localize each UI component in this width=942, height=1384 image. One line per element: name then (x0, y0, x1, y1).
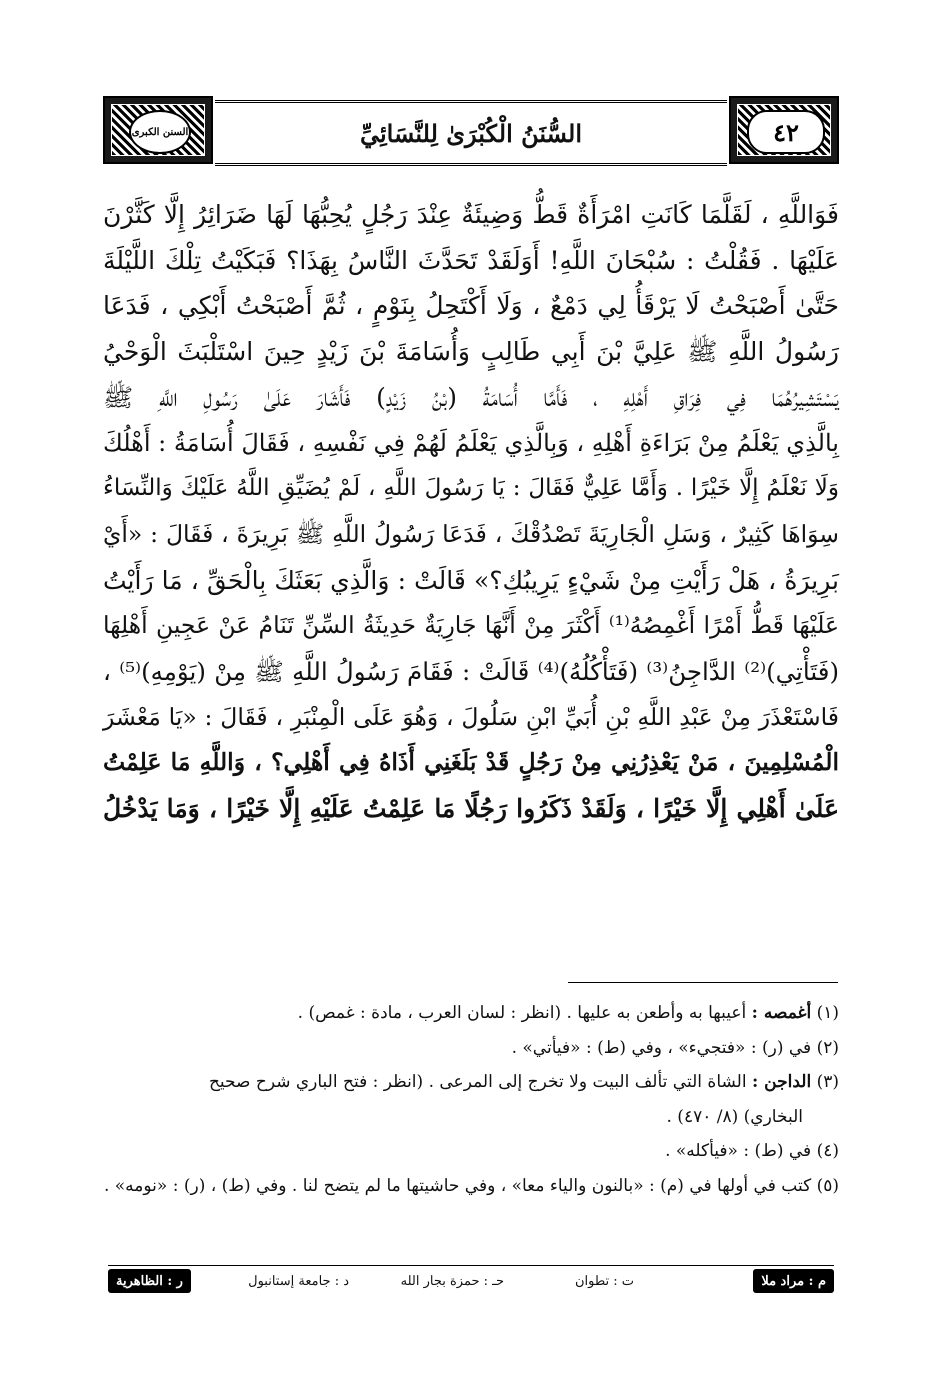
text-line: (فَتَأْتِي)⁽²⁾ الدَّاجِنُ⁽³⁾ (فَتَأْكُلُهُ)⁽⁴⁾ قَالَتْ : فَقَامَ رَسُولُ اللَّهِ ﷺ مِنْ (يَوْمِهِ)⁽⁵⁾ ، (103, 657, 840, 687)
source-label: ر : الظاهرية (108, 1269, 191, 1293)
header-title-frame (215, 100, 727, 166)
footnote-divider (568, 982, 838, 983)
book-title: السُّنَنُ الْكُبْرَىٰ لِلنَّسَائِيِّ (359, 118, 583, 148)
page-number: ٤٢ (747, 110, 825, 154)
text-line: وَلَا نَعْلَمُ إِلَّا خَيْرًا . وَأَمَّا عَلِيٌّ فَقَالَ : يَا رَسُولَ اللَّهِ ، لَمْ يُضَيِّقِ اللَّهُ عَلَيْكَ وَالنِّسَاءُ (103, 475, 839, 502)
footnote-term: أغمصه : (751, 1003, 812, 1023)
footnote-marker: (١) (816, 1003, 839, 1023)
footnote-term: الداجن : (751, 1072, 812, 1092)
footnote-text: أعيبها به وأطعن به عليها . (انظر : لسان العرب ، مادة : غمص) . (297, 1003, 747, 1023)
text-line: سِوَاهَا كَثِيرٌ ، وَسَلِ الْجَارِيَةَ تَصْدُقْكَ ، فَدَعَا رَسُولُ اللَّهِ ﷺ بَرِيرَةَ ، فَقَالَ : «أَيْ (103, 519, 839, 548)
ornament-page-number-frame (729, 96, 839, 164)
footnote (103, 1169, 839, 1204)
book-emblem: السنن الكبرى (129, 110, 191, 154)
footnote-marker: (٤) (816, 1141, 839, 1161)
footnote (103, 996, 839, 1031)
footnote-text: الشاة التي تألف البيت ولا تخرج إلى المرعى . (انظر : فتح الباري شرح صحيح (208, 1072, 747, 1092)
text-line: فَوَاللَّهِ ، لَقَلَّمَا كَانَتِ امْرَأَةٌ قَطُّ وَضِيئَةٌ عِنْدَ رَجُلٍ يُحِبُّهَا لَهَا ضَرَائِرُ إِلَّا كَثَّرْنَ (103, 200, 839, 229)
text-line: فَاسْتَعْذَرَ مِنْ عَبْدِ اللَّهِ بْنِ أُبَيِّ ابْنِ سَلُولَ ، وَهُوَ عَلَى الْمِنْبَرِ ، فَقَالَ : «يَا مَعْشَرَ (103, 702, 839, 731)
text-line-hadith: عَلَىٰ أَهْلِي إِلَّا خَيْرًا ، وَلَقَدْ ذَكَرُوا رَجُلًا مَا عَلِمْتُ عَلَيْهِ إِلَّا خَيْرًا ، وَمَا يَدْخُلُ (103, 794, 839, 824)
text-line: رَسُولُ اللَّهِ ﷺ عَلِيَّ بْنَ أَبِي طَالِبٍ وَأُسَامَةَ بْنَ زَيْدٍ حِينَ اسْتَلْبَثَ الْوَحْيُ (103, 337, 839, 367)
footnote-text: البخاري) (٨/ ٤٧٠) . (666, 1106, 803, 1127)
footnotes (103, 996, 839, 1203)
footnote-text: كتب في أولها في (م) : «بالنون والياء معا» ، وفي حاشيتها ما لم يتضح لنا . وفي (ط) ، (ر) : «نومه» . (103, 1175, 812, 1196)
text-line: يَسْتَشِيرُهُمَا فِي فِرَاقِ أَهْلِهِ ، فَأَمَّا أُسَامَةُ (بْنُ زَيْدٍ) فَأَشَارَ عَلَىٰ رَسُولِ اللَّهِ ﷺ (103, 382, 839, 412)
footnote-marker: (٣) (816, 1072, 839, 1092)
footnote (103, 1031, 839, 1066)
source-label: ت : تطوان (574, 1273, 634, 1289)
text-line: عَلَيْهَا قَطُّ أَمْرًا أَغْمِصُهُ⁽¹⁾ أَكْثَرَ مِنْ أَنَّهَا جَارِيَةٌ حَدِيثَةُ السِّنِّ تَنَامُ عَنْ عَجِينِ أَهْلِهَا (103, 611, 839, 640)
source-label: د : جامعة إستانبول (248, 1273, 349, 1289)
footnote (103, 1065, 839, 1100)
footnote-continuation (103, 1100, 839, 1135)
text-line: حَتَّىٰ أَصْبَحْتُ لَا يَرْقَأُ لِي دَمْعٌ ، وَلَا أَكْتَحِلُ بِنَوْمٍ ، ثُمَّ أَصْبَحْتُ أَبْكِي ، فَدَعَا (103, 291, 839, 321)
text-line: بِالَّذِي يَعْلَمُ مِنْ بَرَاءَةِ أَهْلِهِ ، وَبِالَّذِي يَعْلَمُ لَهُمْ فِي نَفْسِهِ ، فَقَالَ أُسَامَةُ : أَهْلُكَ (103, 428, 839, 457)
main-text (103, 192, 839, 832)
ornament-emblem-left (103, 96, 213, 164)
footnote-marker: (٢) (816, 1037, 839, 1058)
page-header (103, 96, 839, 164)
footnote (103, 1134, 839, 1169)
footnote-marker: (٥) (816, 1175, 839, 1196)
text-line: عَلَيْهَا . فَقُلْتُ : سُبْحَانَ اللَّهِ! أَوَلَقَدْ تَحَدَّثَ النَّاسُ بِهَذَا؟ فَبَكَيْتُ تِلْكَ اللَّيْلَةَ (103, 245, 839, 275)
text-line: بَرِيرَةُ ، هَلْ رَأَيْتِ مِنْ شَيْءٍ يَرِيبُكِ؟» قَالَتْ : وَالَّذِي بَعَثَكَ بِالْحَقِّ ، مَا رَأَيْتُ (103, 565, 839, 595)
manuscript-sources-bar (108, 1265, 834, 1295)
text-line-hadith: الْمُسْلِمِينَ ، مَنْ يَعْذِرُنِي مِنْ رَجُلٍ قَدْ بَلَغَنِي أَذَاهُ فِي أَهْلِي؟ ، وَاللَّهِ مَا عَلِمْتُ (103, 748, 839, 777)
footnote-text: في (ر) : «فتجيء» ، وفي (ط) : «فيأتي» . (511, 1037, 812, 1058)
source-label: م : مراد ملا (753, 1269, 834, 1293)
footnote-text: في (ط) : «فيأكله» . (665, 1141, 812, 1161)
source-label: حـ : حمزة بجار الله (400, 1273, 504, 1289)
